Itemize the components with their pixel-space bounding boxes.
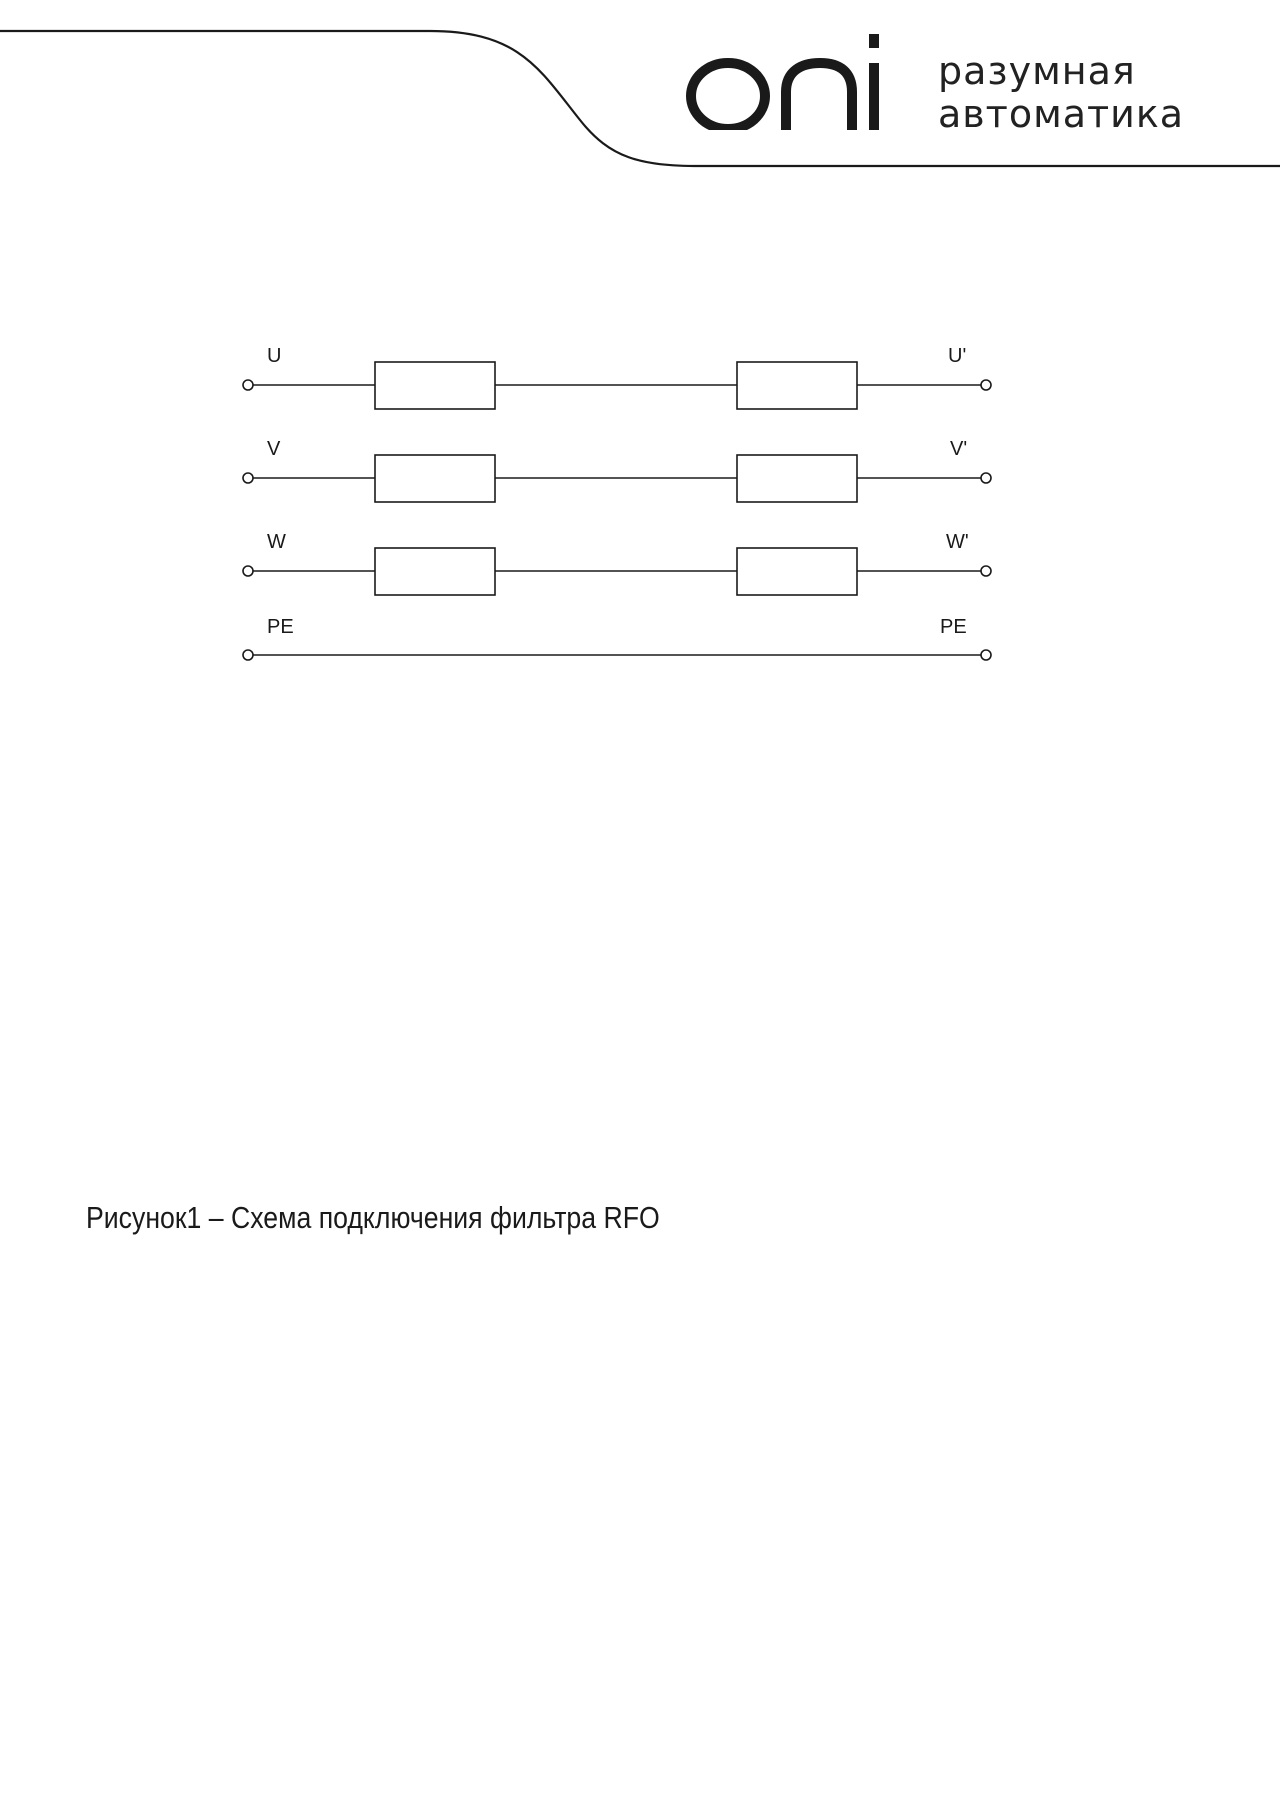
figure-caption: Рисунок1 – Схема подключения фильтра RFO (86, 1200, 660, 1235)
label-v-out: V' (950, 438, 968, 460)
label-v-in: V (267, 438, 281, 460)
label-w-out: W' (946, 531, 969, 553)
u-inductor-right (737, 362, 857, 409)
v-inductor-right (737, 455, 857, 502)
label-pe-out: PE (940, 616, 967, 638)
v-inductor-left (375, 455, 495, 502)
label-w-in: W (267, 531, 286, 553)
oni-logo-mark (680, 20, 880, 130)
filter-wiring-diagram (230, 340, 1010, 680)
label-u-in: U (267, 345, 282, 367)
tagline-line-2: автоматика (938, 92, 1185, 136)
label-pe-in: PE (267, 616, 294, 638)
w-inductor-left (375, 548, 495, 595)
u-inductor-left (375, 362, 495, 409)
tagline-line-1: разумная (938, 49, 1136, 93)
brand-tagline (938, 50, 1198, 136)
brand-logo (680, 20, 1200, 150)
w-inductor-right (737, 548, 857, 595)
label-u-out: U' (948, 345, 967, 367)
